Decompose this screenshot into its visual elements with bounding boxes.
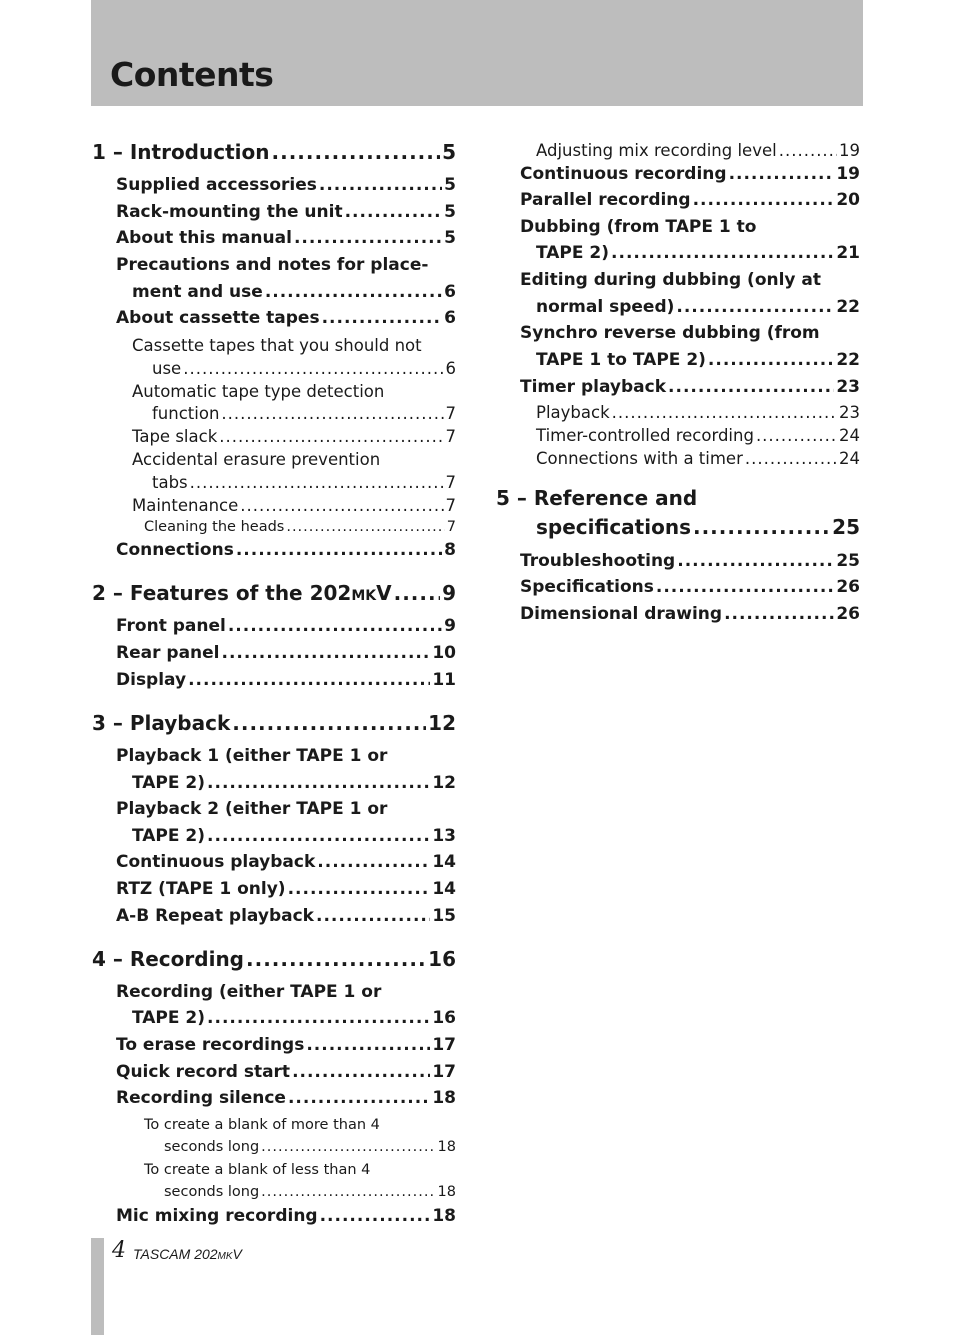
toc-entry bbox=[520, 163, 860, 185]
toc-entry-title: Timer playback bbox=[520, 377, 667, 397]
dot-leader bbox=[240, 495, 443, 517]
dot-leader bbox=[236, 539, 442, 561]
dot-leader bbox=[756, 425, 837, 447]
toc-page-number: 5 bbox=[444, 228, 456, 248]
toc-entry-continuation: seconds long bbox=[164, 1139, 260, 1155]
toc-entry-title: Timer-controlled recording bbox=[536, 426, 754, 445]
dot-leader bbox=[693, 189, 835, 211]
toc-entry bbox=[144, 517, 456, 537]
header-band bbox=[91, 0, 863, 106]
toc-entry-title: About this manual bbox=[116, 228, 292, 248]
footer-bar bbox=[91, 1238, 104, 1335]
dot-leader bbox=[246, 947, 426, 971]
toc-page-number: 13 bbox=[432, 826, 456, 846]
toc-entry bbox=[536, 425, 860, 447]
dot-leader bbox=[708, 349, 834, 371]
toc-chapter bbox=[92, 581, 456, 608]
dot-leader bbox=[221, 403, 443, 425]
toc-page-number: 24 bbox=[839, 426, 860, 445]
toc-page-number: 5 bbox=[444, 202, 456, 222]
dot-leader bbox=[306, 1034, 430, 1056]
footer-brand-small: MK bbox=[217, 1251, 233, 1262]
toc-page-number: 18 bbox=[432, 1206, 456, 1226]
toc-page-number: 15 bbox=[432, 906, 456, 926]
toc-entry bbox=[116, 878, 456, 900]
toc-page-number: 11 bbox=[432, 670, 456, 690]
toc-page-number: 6 bbox=[444, 308, 456, 328]
toc-page-number: 16 bbox=[428, 947, 456, 971]
dot-leader bbox=[294, 227, 442, 249]
toc-entry-title: Synchro reverse dubbing (from bbox=[520, 323, 820, 343]
toc-entry bbox=[116, 1034, 456, 1056]
toc-entry-continuation: specifications bbox=[536, 515, 691, 539]
toc-entry-title: RTZ (TAPE 1 only) bbox=[116, 879, 286, 899]
toc-entry bbox=[536, 349, 860, 371]
toc-entry bbox=[116, 642, 456, 664]
toc-entry-continuation: function bbox=[152, 404, 220, 423]
toc-entry bbox=[116, 669, 456, 691]
toc-entry-continuation: use bbox=[152, 359, 182, 378]
toc-entry bbox=[520, 603, 860, 625]
toc-entry-title: Automatic tape type detection bbox=[132, 382, 385, 401]
toc-entry-title: Precautions and notes for place- bbox=[116, 255, 429, 275]
toc-page-number: 14 bbox=[432, 852, 456, 872]
toc-entry-title-suffix: V bbox=[376, 581, 392, 605]
dot-leader bbox=[292, 1061, 430, 1083]
dot-leader bbox=[668, 376, 834, 398]
dot-leader bbox=[693, 515, 830, 539]
toc-entry bbox=[116, 227, 456, 249]
dot-leader bbox=[207, 1007, 430, 1029]
toc-entry-title: Connections with a timer bbox=[536, 449, 743, 468]
toc-entry-continuation: TAPE 1 to TAPE 2) bbox=[536, 350, 706, 370]
toc-entry bbox=[520, 550, 860, 572]
toc-entry bbox=[116, 905, 456, 927]
toc-page-number: 22 bbox=[836, 350, 860, 370]
toc-entry bbox=[116, 851, 456, 873]
footer-brand-suffix: V bbox=[232, 1246, 242, 1262]
toc-entry-continuation: TAPE 2) bbox=[132, 826, 206, 846]
dot-leader bbox=[207, 825, 430, 847]
toc-entry-continuation: ment and use bbox=[132, 282, 263, 302]
toc-entry-title: Recording silence bbox=[116, 1088, 286, 1108]
toc-entry bbox=[152, 472, 456, 494]
toc-page-number: 18 bbox=[432, 1088, 456, 1108]
toc-entry-title: A-B Repeat playback bbox=[116, 906, 314, 926]
toc-page-number: 12 bbox=[432, 773, 456, 793]
toc-entry-title: Rack-mounting the unit bbox=[116, 202, 343, 222]
dot-leader bbox=[345, 201, 443, 223]
toc-entry bbox=[164, 1182, 456, 1202]
toc-page-number: 17 bbox=[432, 1035, 456, 1055]
toc-page-number: 7 bbox=[445, 427, 456, 446]
dot-leader bbox=[322, 307, 443, 329]
toc-page-number: 10 bbox=[432, 643, 456, 663]
toc-page-number: 12 bbox=[428, 711, 456, 735]
dot-leader bbox=[188, 669, 430, 691]
toc-page-number: 24 bbox=[839, 449, 860, 468]
toc-entry-title: Playback 1 (either TAPE 1 or bbox=[116, 746, 388, 766]
dot-leader bbox=[261, 1137, 435, 1157]
toc-entry bbox=[132, 426, 456, 448]
toc-page-number: 20 bbox=[836, 190, 860, 210]
toc-entry-title: Maintenance bbox=[132, 496, 239, 515]
dot-leader bbox=[394, 581, 440, 605]
toc-page-number: 8 bbox=[444, 540, 456, 560]
toc-entry bbox=[536, 140, 860, 162]
toc-entry bbox=[536, 242, 860, 264]
toc-entry bbox=[520, 376, 860, 398]
toc-entry-continuation: TAPE 2) bbox=[132, 773, 206, 793]
toc-entry-title: Quick record start bbox=[116, 1062, 291, 1082]
toc-chapter bbox=[92, 140, 456, 164]
toc-page-number: 25 bbox=[836, 551, 860, 571]
toc-entry bbox=[152, 403, 456, 425]
toc-entry bbox=[536, 296, 860, 318]
dot-leader bbox=[232, 711, 426, 735]
toc-entry-title: Troubleshooting bbox=[520, 551, 676, 571]
dot-leader bbox=[676, 296, 834, 318]
toc-entry-title: Playback 2 (either TAPE 1 or bbox=[116, 799, 388, 819]
toc-entry bbox=[536, 402, 860, 424]
toc-entry bbox=[164, 1137, 456, 1157]
toc-page-number: 19 bbox=[839, 141, 860, 160]
toc-page-number: 19 bbox=[836, 164, 860, 184]
toc-entry bbox=[132, 281, 456, 303]
toc-page-number: 21 bbox=[836, 243, 860, 263]
toc-entry-title: To create a blank of less than 4 bbox=[144, 1162, 371, 1178]
toc-entry-title: Tape slack bbox=[132, 427, 218, 446]
toc-chapter bbox=[536, 515, 860, 539]
toc-page-number: 9 bbox=[442, 581, 456, 605]
toc-page-number: 5 bbox=[442, 140, 456, 164]
toc-entry-continuation: TAPE 2) bbox=[536, 243, 610, 263]
toc-entry-title: Specifications bbox=[520, 577, 654, 597]
toc-chapter bbox=[92, 711, 456, 735]
toc-entry-title: To erase recordings bbox=[116, 1035, 305, 1055]
toc-page-number: 18 bbox=[437, 1184, 456, 1200]
toc-page-number: 5 bbox=[444, 175, 456, 195]
toc-entry-title: Front panel bbox=[116, 616, 226, 636]
dot-leader bbox=[612, 402, 837, 424]
toc-entry-continuation: normal speed) bbox=[536, 297, 675, 317]
toc-entry-title: Adjusting mix recording level bbox=[536, 141, 777, 160]
toc-page-number: 14 bbox=[432, 879, 456, 899]
dot-leader bbox=[183, 358, 443, 380]
toc-entry-title: Playback bbox=[536, 403, 610, 422]
toc-entry bbox=[116, 539, 456, 561]
toc-page-number: 23 bbox=[839, 403, 860, 422]
dot-leader bbox=[779, 140, 837, 162]
dot-leader bbox=[745, 448, 837, 470]
toc-entry-title: Connections bbox=[116, 540, 234, 560]
footer-brand bbox=[133, 1245, 242, 1266]
toc-page-number: 23 bbox=[836, 377, 860, 397]
dot-leader bbox=[724, 603, 834, 625]
toc-entry-title: Continuous recording bbox=[520, 164, 727, 184]
dot-leader bbox=[611, 242, 834, 264]
toc-page-number: 26 bbox=[836, 604, 860, 624]
dot-leader bbox=[222, 642, 431, 664]
toc-entry-title: 1 – Introduction bbox=[92, 140, 270, 164]
toc-entry-title: Cassette tapes that you should not bbox=[132, 336, 422, 355]
dot-leader bbox=[316, 905, 430, 927]
toc-entry-continuation: seconds long bbox=[164, 1184, 260, 1200]
toc-entry bbox=[116, 1087, 456, 1109]
toc-entry bbox=[132, 772, 456, 794]
dot-leader bbox=[286, 517, 444, 537]
toc-entry-title-small: MK bbox=[351, 588, 377, 604]
toc-entry-title: Recording (either TAPE 1 or bbox=[116, 982, 382, 1002]
toc-entry-title: Mic mixing recording bbox=[116, 1206, 318, 1226]
toc-entry bbox=[116, 615, 456, 637]
toc-entry bbox=[116, 174, 456, 196]
toc-page-number: 17 bbox=[432, 1062, 456, 1082]
dot-leader bbox=[320, 1205, 431, 1227]
dot-leader bbox=[656, 576, 834, 598]
toc-entry-title: Supplied accessories bbox=[116, 175, 317, 195]
toc-page-number: 6 bbox=[445, 359, 456, 378]
toc-entry bbox=[116, 1061, 456, 1083]
toc-entry bbox=[520, 189, 860, 211]
dot-leader bbox=[272, 140, 441, 164]
toc-entry-title: 2 – Features of the 202 bbox=[92, 581, 352, 605]
dot-leader bbox=[265, 281, 442, 303]
dot-leader bbox=[207, 772, 430, 794]
dot-leader bbox=[190, 472, 444, 494]
toc-entry bbox=[520, 576, 860, 598]
toc-page-number: 26 bbox=[836, 577, 860, 597]
toc-page-number: 9 bbox=[444, 616, 456, 636]
dot-leader bbox=[288, 1087, 430, 1109]
toc-entry-title: Continuous playback bbox=[116, 852, 316, 872]
toc-page-number: 25 bbox=[832, 515, 860, 539]
dot-leader bbox=[729, 163, 835, 185]
toc-page-number: 7 bbox=[446, 519, 456, 535]
toc-page-number: 7 bbox=[445, 404, 456, 423]
toc-entry-title: 5 – Reference and bbox=[496, 486, 698, 510]
toc-page-number: 18 bbox=[437, 1139, 456, 1155]
toc-entry-title: 4 – Recording bbox=[92, 947, 244, 971]
toc-page-number: 16 bbox=[432, 1008, 456, 1028]
toc-entry-title: Editing during dubbing (only at bbox=[520, 270, 822, 290]
toc-entry bbox=[132, 1007, 456, 1029]
dot-leader bbox=[228, 615, 442, 637]
toc-entry-title: Cleaning the heads bbox=[144, 519, 285, 535]
toc-chapter bbox=[92, 947, 456, 971]
toc-entry bbox=[536, 448, 860, 470]
toc-entry bbox=[116, 1205, 456, 1227]
toc-page-number: 7 bbox=[445, 473, 456, 492]
toc-entry bbox=[116, 201, 456, 223]
toc-entry-title: Accidental erasure prevention bbox=[132, 450, 381, 469]
toc-entry-continuation: tabs bbox=[152, 473, 188, 492]
toc-entry-title: Dimensional drawing bbox=[520, 604, 723, 624]
dot-leader bbox=[317, 851, 430, 873]
dot-leader bbox=[319, 174, 442, 196]
toc-entry-title: 3 – Playback bbox=[92, 711, 231, 735]
toc-entry bbox=[116, 307, 456, 329]
toc-entry bbox=[152, 358, 456, 380]
toc-entry-title: Parallel recording bbox=[520, 190, 691, 210]
toc-entry-title: To create a blank of more than 4 bbox=[144, 1117, 380, 1133]
dot-leader bbox=[219, 426, 443, 448]
dot-leader bbox=[677, 550, 834, 572]
toc-entry-title: Dubbing (from TAPE 1 to bbox=[520, 217, 757, 237]
toc-entry-title: About cassette tapes bbox=[116, 308, 320, 328]
toc-page-number: 22 bbox=[836, 297, 860, 317]
toc-entry bbox=[132, 495, 456, 517]
toc-page-number: 6 bbox=[444, 282, 456, 302]
toc-entry-title: Rear panel bbox=[116, 643, 220, 663]
dot-leader bbox=[261, 1182, 435, 1202]
page-number: 4 bbox=[112, 1238, 126, 1263]
toc-entry-title: Display bbox=[116, 670, 187, 690]
toc-page-number: 7 bbox=[445, 496, 456, 515]
page-title: Contents bbox=[110, 55, 274, 94]
footer-brand-name: TASCAM 202 bbox=[133, 1246, 218, 1262]
toc-entry-continuation: TAPE 2) bbox=[132, 1008, 206, 1028]
dot-leader bbox=[288, 878, 431, 900]
toc-entry bbox=[132, 825, 456, 847]
